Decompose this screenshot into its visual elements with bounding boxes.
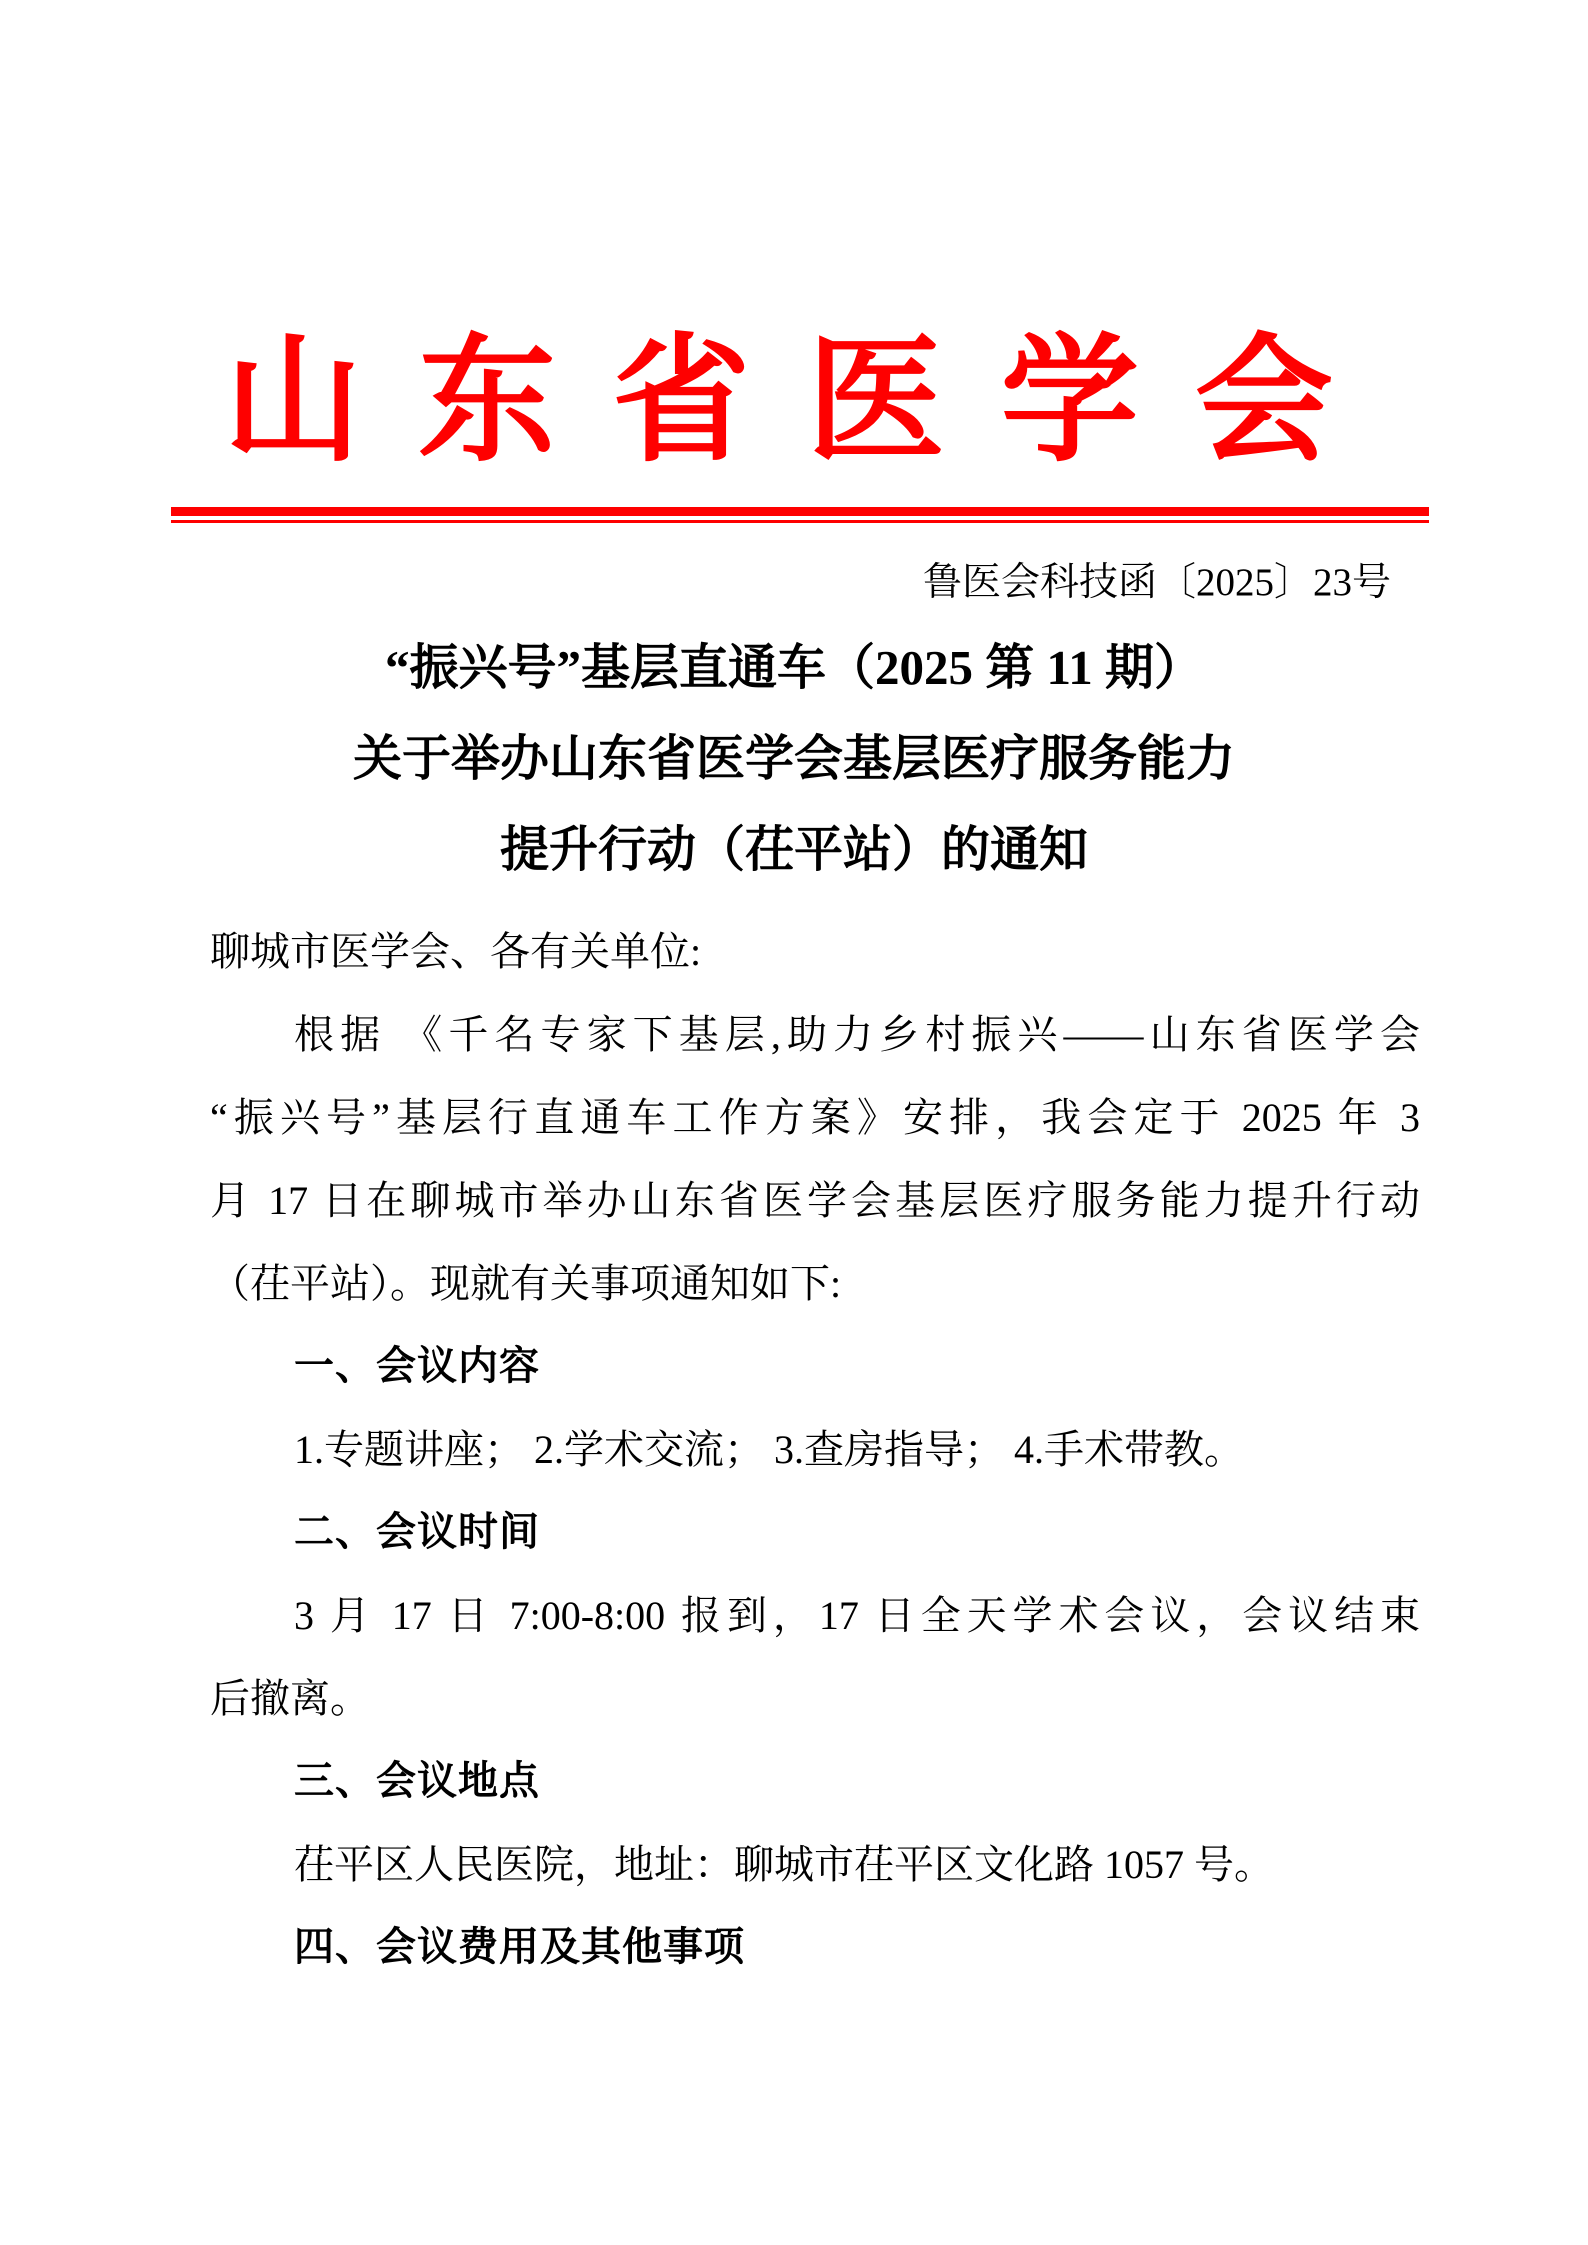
salutation-line: 聊城市医学会、各有关单位: <box>210 929 702 974</box>
section-heading-3: 三、会议地点 <box>294 1759 540 1803</box>
paragraph-line: 月 17 日在聊城市举办山东省医学会基层医疗服务能力提升行动 <box>210 1178 1420 1223</box>
masthead-char: 医 <box>806 325 945 478</box>
section-2-content-line: 3 月 17 日 7:00-8:00 报到，17 日全天学术会议，会议结束 <box>294 1593 1420 1638</box>
paragraph-line: （茌平站）。现就有关事项通知如下: <box>210 1261 842 1306</box>
masthead-char: 省 <box>612 325 751 478</box>
paragraph-line: “振兴号”基层行直通车工作方案》安排，我会定于 2025 年 3 <box>210 1095 1420 1140</box>
section-2-content-line: 后撤离。 <box>210 1676 370 1721</box>
masthead-char: 东 <box>418 325 557 478</box>
masthead-char: 山 <box>224 325 363 478</box>
notice-title <box>199 622 1389 895</box>
notice-title-line-3: 提升行动（茌平站）的通知 <box>499 822 1088 877</box>
masthead-char: 学 <box>1000 325 1139 478</box>
notice-title-line-1: “振兴号”基层直通车（2025 第 11 期） <box>384 640 1204 695</box>
paragraph-line: 根据 《千名专家下基层,助力乡村振兴——山东省医学会 <box>294 1012 1420 1057</box>
red-separator-rule-thin <box>171 520 1429 523</box>
section-3-content-line: 茌平区人民医院，地址：聊城市茌平区文化路 1057 号。 <box>294 1842 1274 1887</box>
notice-body <box>210 910 1420 1989</box>
section-1-content-line: 1.专题讲座； 2.学术交流； 3.查房指导； 4.手术带教。 <box>294 1427 1244 1472</box>
masthead-organization-title <box>224 325 1333 478</box>
masthead-char: 会 <box>1194 325 1333 478</box>
section-heading-2: 二、会议时间 <box>294 1510 540 1554</box>
notice-title-line-2: 关于举办山东省医学会基层医疗服务能力 <box>352 731 1235 786</box>
section-heading-4: 四、会议费用及其他事项 <box>294 1925 745 1969</box>
red-separator-rule-thick <box>171 507 1429 516</box>
section-heading-1: 一、会议内容 <box>294 1344 540 1388</box>
document-reference-number: 鲁医会科技函〔2025〕23号 <box>922 561 1391 604</box>
